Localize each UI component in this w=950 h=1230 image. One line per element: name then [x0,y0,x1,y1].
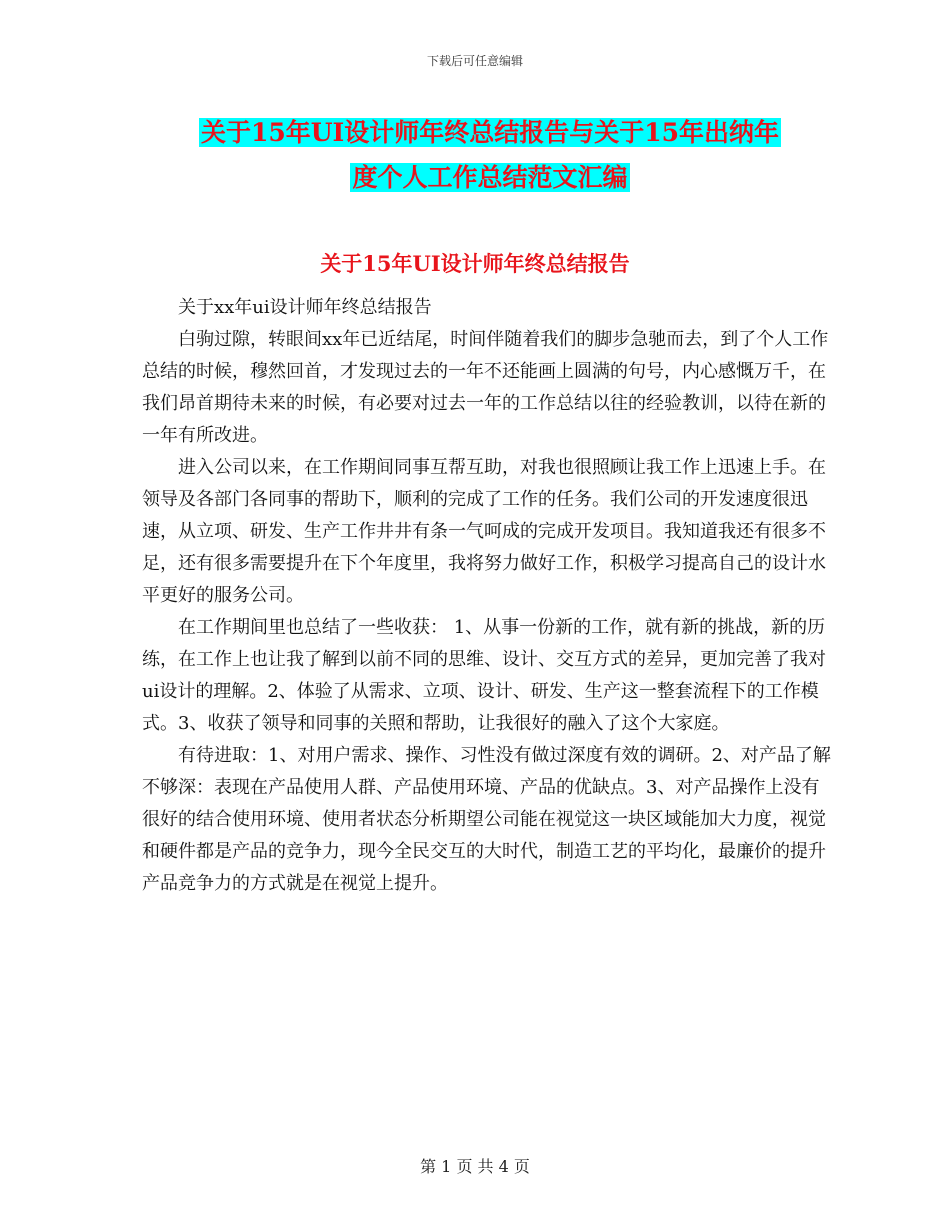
section-title: 关于15年UI设计师年终总结报告 [320,251,630,276]
body-paragraph: 在工作期间里也总结了一些收获： 1、从事一份新的工作，就有新的挑战，新的历练，在工作上也让我了解到以前不同的思维、设计、交互方式的差异，更加完善了我对ui设计的理解。2、体验了从需求、立项、设计、研发、生产这一整套流程下的工作模式。3、收获了领导和同事的关照和帮助，让我很好的融入了这个大家庭。 [142,617,826,734]
body-paragraph: 有待进取：1、对用户需求、操作、习性没有做过深度有效的调研。2、对产品了解不够深：表现在产品使用人群、产品使用环境、产品的优缺点。3、对产品操作上没有很好的结合使用环境、使用者状态分析期望公司能在视觉这一块区域能加大力度，视觉和硬件都是产品的竞争力，现今全民交互的大时代，制造工艺的平均化，最廉价的提升产品竞争力的方式就是在视觉上提升。 [142,745,831,894]
document-title-line-1: 关于15年UI设计师年终总结报告与关于15年出纳年 [200,118,780,147]
body-paragraph: 进入公司以来，在工作期间同事互帮互助，对我也很照顾让我工作上迅速上手。在领导及各部门各同事的帮助下，顺利的完成了工作的任务。我们公司的开发速度很迅速，从立项、研发、生产工作井井有条一气呵成的完成开发项目。我知道我还有很多不足，还有很多需要提升在下个年度里，我将努力做好工作，积极学习提高自己的设计水平更好的服务公司。 [142,457,826,606]
page-number: 第 1 页 共 4 页 [420,1157,530,1176]
body-paragraph: 关于xx年ui设计师年终总结报告 [178,297,432,318]
document-title [140,110,840,200]
page-header-note: 下载后可任意编辑 [426,54,523,68]
document-body [142,292,832,900]
document-title-line-2: 度个人工作总结范文汇编 [352,163,628,192]
body-paragraph: 白驹过隙，转眼间xx年已近结尾，时间伴随着我们的脚步急驰而去，到了个人工作总结的时候，穆然回首，才发现过去的一年不还能画上圆满的句号，内心感慨万千，在我们昂首期待未来的时候，有必要对过去一年的工作总结以往的经验教训，以待在新的一年有所改进。 [142,329,829,446]
